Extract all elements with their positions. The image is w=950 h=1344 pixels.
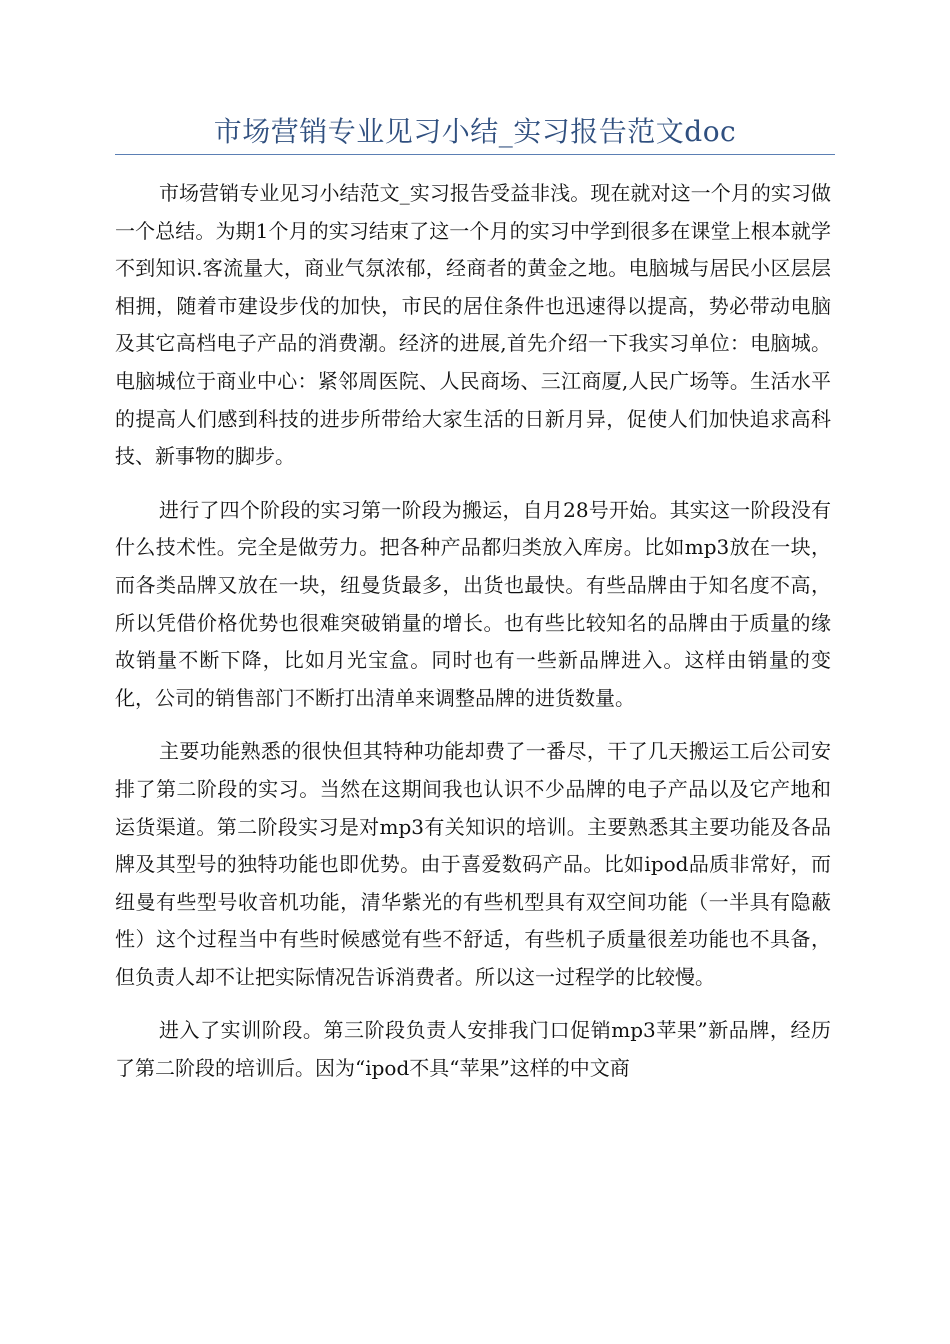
paragraph-4: 进入了实训阶段。第三阶段负责人安排我门口促销mp3苹果”新品牌，经历了第二阶段的培训后。因为“ipod不具“苹果”这样的中文商 [115,1018,831,1081]
paragraph-1: 市场营销专业见习小结范文_实习报告受益非浅。现在就对这一个月的实习做一个总结。为期1个月的实习结束了这一个月的实习中学到很多在课堂上根本就学不到知识.客流量大，商业气氛浓郁，经商者的黄金之地。电脑城与居民小区层层相拥，随着市建设步伐的加快，市民的居住条件也迅速得以提高，势必带动电脑及其它高档电子产品的消费潮。经济的进展,首先介绍一下我实习单位：电脑城。电脑城位于商业中心：紧邻周医院、人民商场、三江商厦,人民广场等。生活水平的提高人们感到科技的进步所带给大家生活的日新月异，促使人们加快追求高科技、新事物的脚步。 [115,181,831,469]
document-body [115,175,831,1104]
document-title: 市场营销专业见习小结_实习报告范文doc [213,115,737,148]
paragraph-2: 进行了四个阶段的实习第一阶段为搬运，自月28号开始。其实这一阶段没有什么技术性。完全是做劳力。把各种产品都归类放入库房。比如mp3放在一块，而各类品牌又放在一块，纽曼货最多，出货也最快。有些品牌由于知名度不高，所以凭借价格优势也很难突破销量的增长。也有些比较知名的品牌由于质量的缘故销量不断下降，比如月光宝盒。同时也有一些新品牌进入。这样由销量的变化，公司的销售部门不断打出清单来调整品牌的进货数量。 [115,497,831,710]
paragraph-3: 主要功能熟悉的很快但其特种功能却费了一番尽，干了几天搬运工后公司安排了第二阶段的实习。当然在这期间我也认识不少品牌的电子产品以及它产地和运货渠道。第二阶段实习是对mp3有关知识的培训。主要熟悉其主要功能及各品牌及其型号的独特功能也即优势。由于喜爱数码产品。比如ipod品质非常好，而纽曼有些型号收音机功能，清华紫光的有些机型具有双空间功能（一半具有隐蔽性）这个过程当中有些时候感觉有些不舒适，有些机子质量很差功能也不具备，但负责人却不让把实际情况告诉消费者。所以这一过程学的比较慢。 [115,739,831,989]
title-underline [115,154,835,155]
